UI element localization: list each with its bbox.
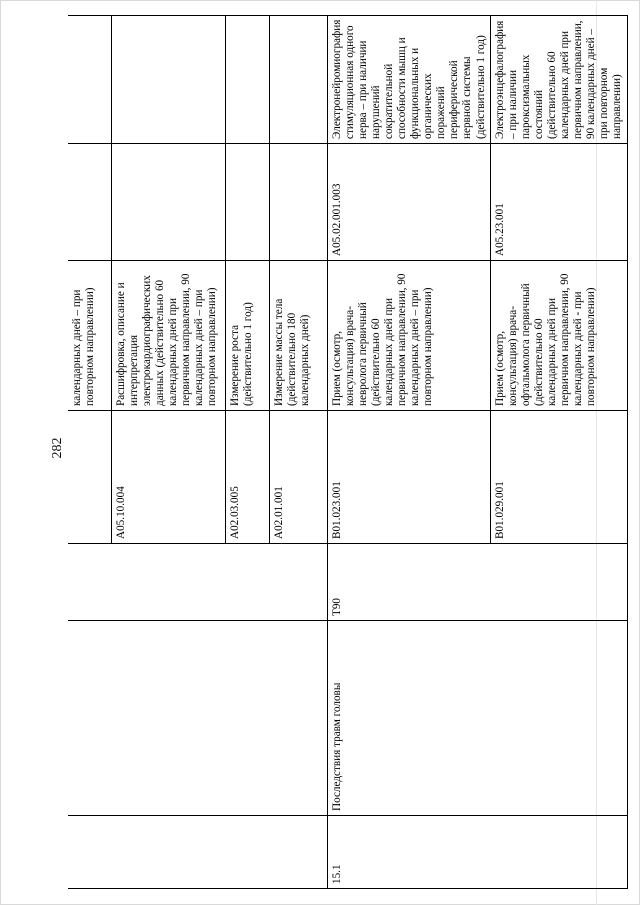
- cell-diagnosis: [269, 621, 327, 816]
- cell-service-name: Расшифровка, описание и интерпретация электрокардиографических данных (действительно 60 календарных дней при первичном направлении, 90 календарных дней – при повторном направлении): [111, 261, 225, 411]
- cell-service-code: A02.03.005: [225, 411, 269, 544]
- cell-diagnosis: [225, 621, 269, 816]
- rotated-table-viewport: [68, 16, 624, 889]
- cell-sub-code: [111, 144, 225, 261]
- cell-mkb: [68, 544, 111, 621]
- cell-sub-name: [269, 16, 327, 144]
- cell-service-code: B01.023.001: [327, 411, 490, 544]
- cell-sub-name: Электроэнцефалография – при наличии пароксизмальных состояний (действительно 60 календарных дней при первичном направлении, 90 календарных дней – при повторном направлении): [490, 16, 627, 144]
- cell-sub-name: [225, 16, 269, 144]
- cell-num: [490, 816, 627, 889]
- cell-mkb: [269, 544, 327, 621]
- table-row: [111, 16, 225, 889]
- cell-num: [269, 816, 327, 889]
- cell-mkb: [490, 544, 627, 621]
- table-row: [327, 16, 490, 889]
- table-row: [269, 16, 327, 889]
- cell-sub-name: [111, 16, 225, 144]
- cell-sub-code: A05.02.001.003: [327, 144, 490, 261]
- cell-service-code: A05.10.004: [111, 411, 225, 544]
- page-number: 282: [50, 437, 65, 459]
- cell-service-name: Прием (осмотр, консультация) врача-офтальмолога первичный (действительно 60 календарных дней при первичном направлении, 90 календарных дней - при повторном направлении): [490, 261, 627, 411]
- cell-mkb: [111, 544, 225, 621]
- cell-num: [225, 816, 269, 889]
- cell-sub-code: [225, 144, 269, 261]
- cell-diagnosis: [68, 621, 111, 816]
- cell-sub-code: [269, 144, 327, 261]
- table-row: [225, 16, 269, 889]
- rotated-table-container: [68, 16, 624, 889]
- cell-diagnosis: [111, 621, 225, 816]
- services-table: [68, 15, 628, 889]
- cell-service-code: B01.029.001: [490, 411, 627, 544]
- cell-num: 15.1: [327, 816, 490, 889]
- cell-sub-code: [68, 144, 111, 261]
- table-row: [490, 16, 627, 889]
- cell-service-name: Прием (осмотр, консультация) врача-невролога первичный (действительно 60 календарных дней при первичном направлении, 90 календарных дней – при повторном направлении): [327, 261, 490, 411]
- cell-service-code: [68, 411, 111, 544]
- cell-mkb: [225, 544, 269, 621]
- cell-diagnosis: Последствия травм головы: [327, 621, 490, 816]
- cell-sub-name: [68, 16, 111, 144]
- cell-num: [111, 816, 225, 889]
- cell-service-name: Измерение роста (действительно 1 год): [225, 261, 269, 411]
- cell-service-name: календарных дней – при повторном направлении): [68, 261, 111, 411]
- cell-mkb: T90: [327, 544, 490, 621]
- cell-service-code: A02.01.001: [269, 411, 327, 544]
- table-row: [68, 16, 111, 889]
- cell-sub-name: Электронейромиография стимуляционная одного нерва – при наличии нарушений сократительной способности мышц и функциональных и органических поражений периферической нервной системы (действительно 1 год): [327, 16, 490, 144]
- cell-service-name: Измерение массы тела (действительно 180 календарных дней): [269, 261, 327, 411]
- cell-sub-code: A05.23.001: [490, 144, 627, 261]
- cell-num: [68, 816, 111, 889]
- cell-diagnosis: [490, 621, 627, 816]
